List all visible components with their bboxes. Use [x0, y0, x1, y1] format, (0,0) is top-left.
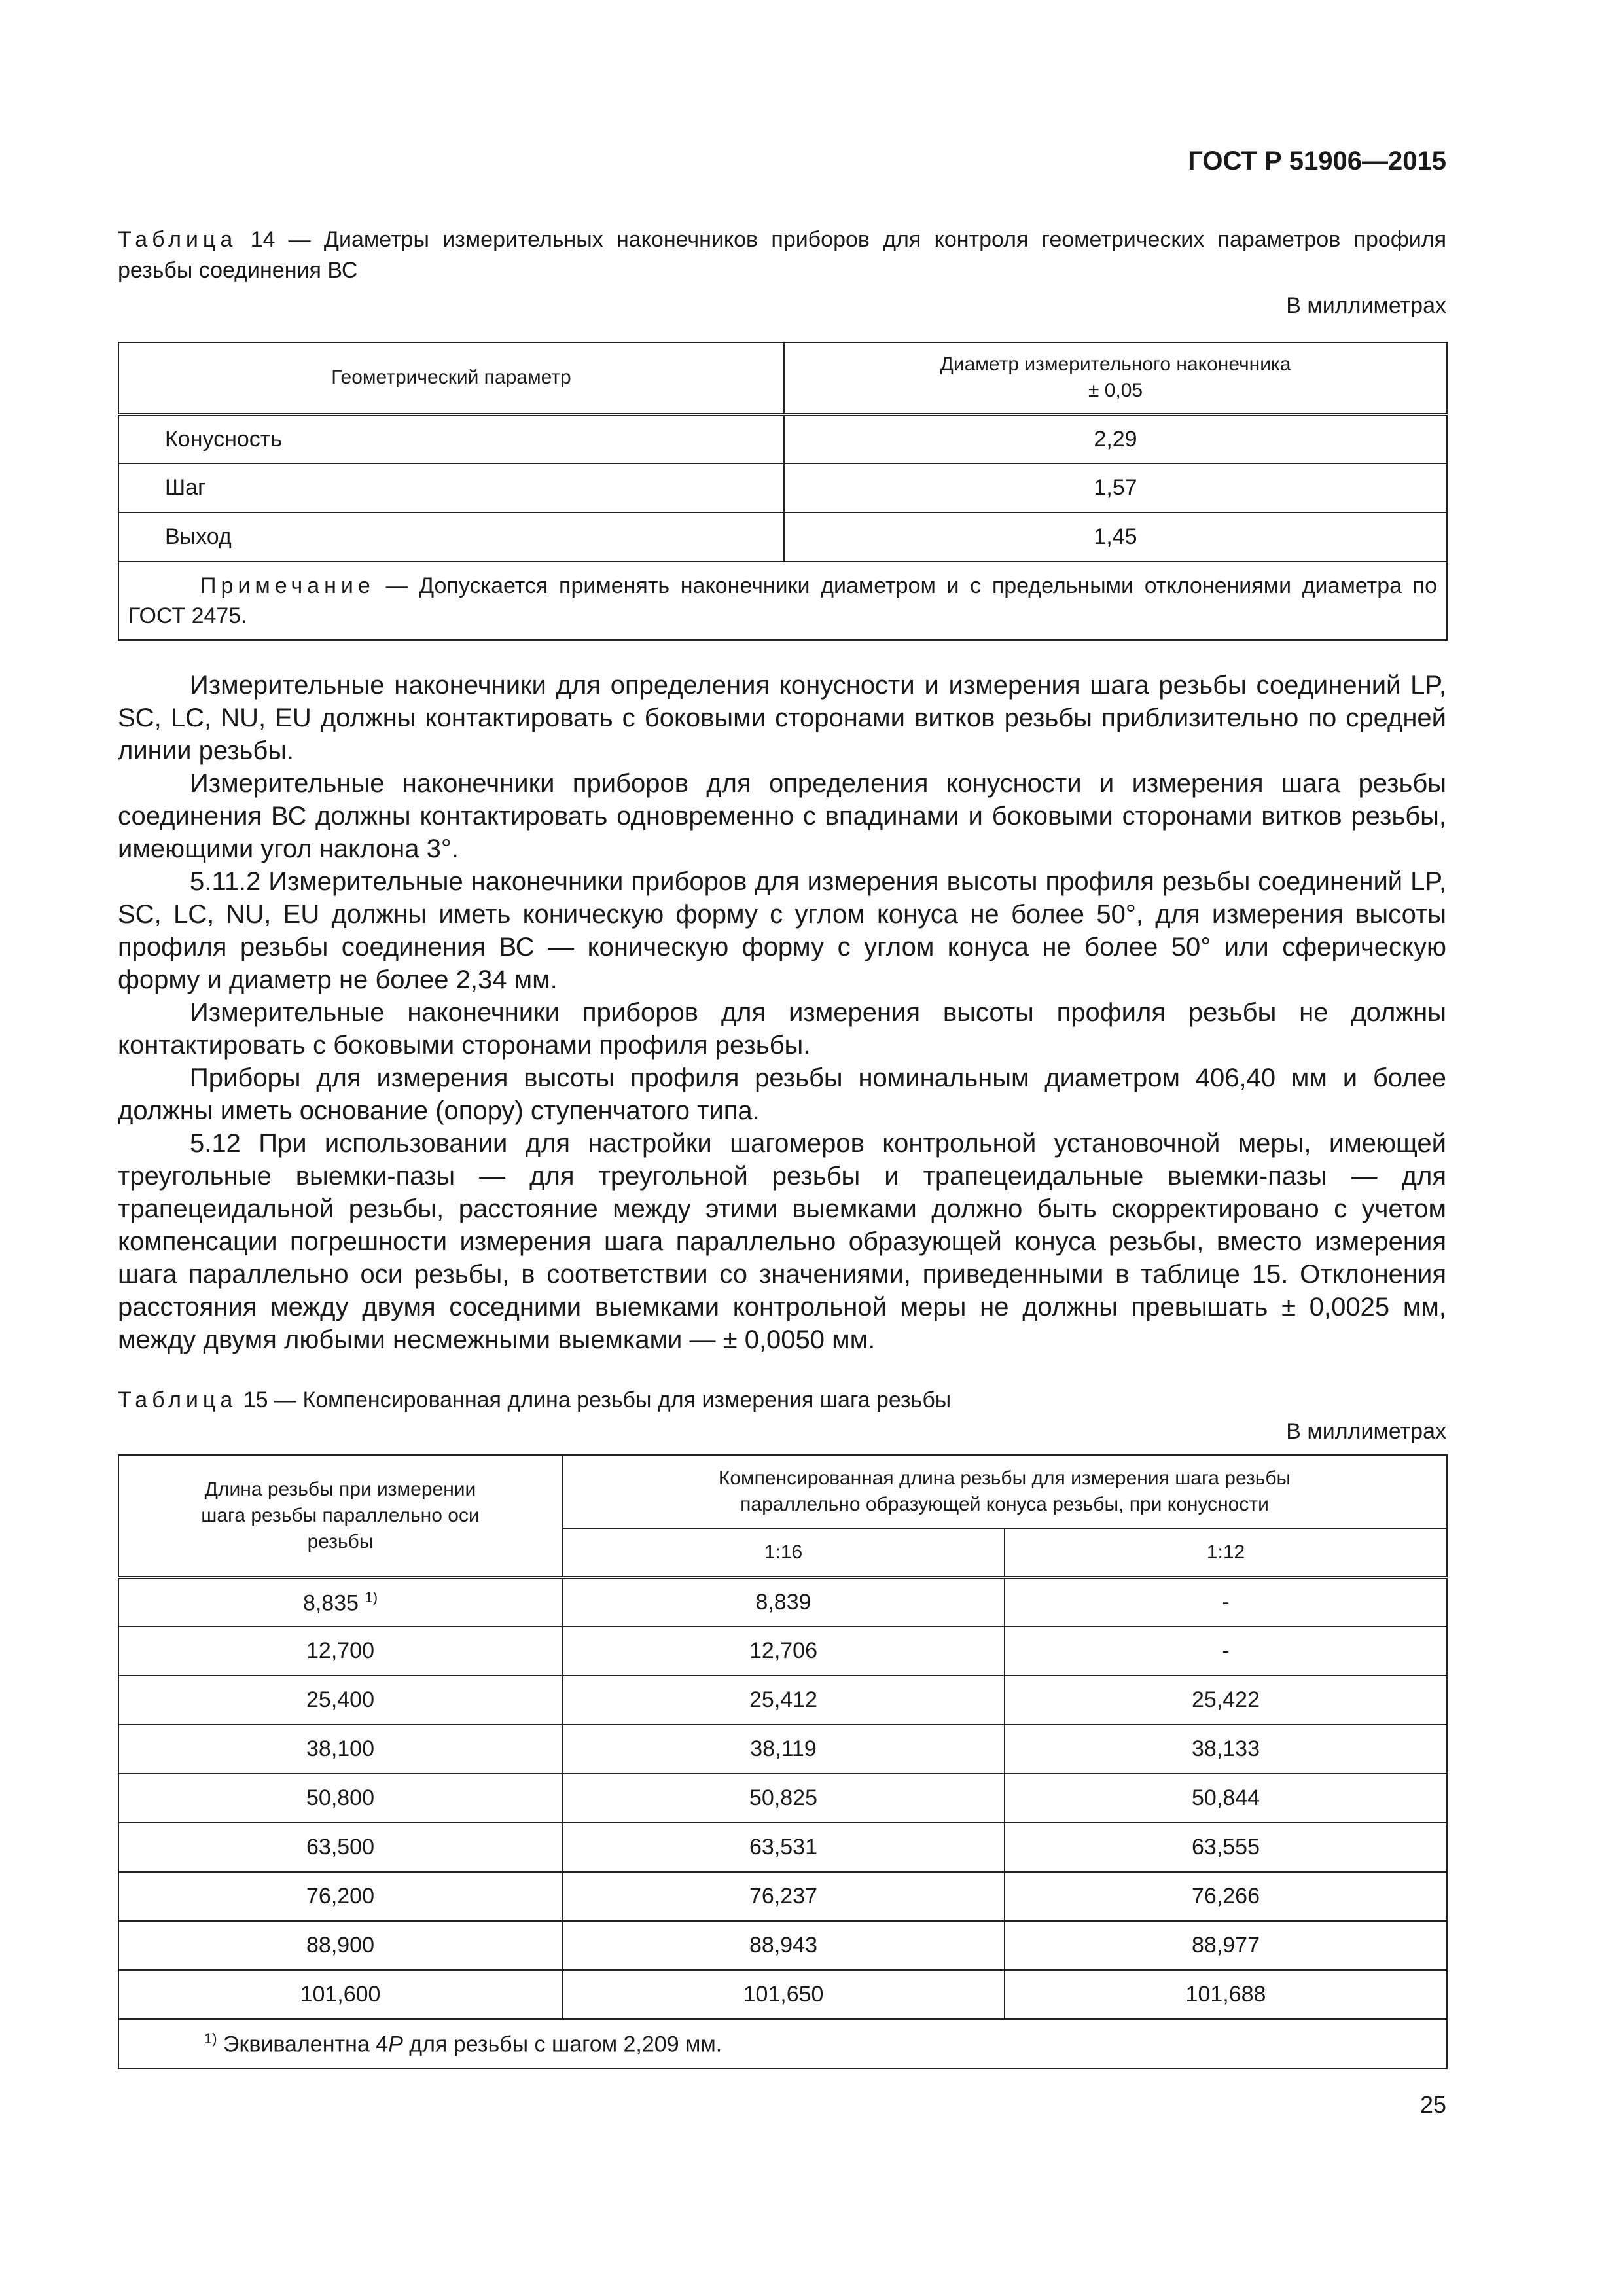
table14-value: 2,29 [784, 414, 1447, 463]
table14-param: Шаг [118, 463, 784, 512]
footnote-text: Эквивалентна 4 [217, 2032, 389, 2057]
body-paragraph: 5.12 При использовании для настройки шагомеров контрольной установочной меры, имеющей треугольные выемки-пазы — для треугольной резьбы и трапецеидальные выемки-пазы — для трапецеидальной резьбы, расстояние между этими выемками должно быть скорректировано с учетом компенсации погрешности измерения шага параллельно образующей конуса резьбы, вместо измерения шага параллельно оси резьбы, в соответствии со значениями, приведенными в таблице 15. Отклонения расстояния между двумя соседними выемками контрольной меры не должны превышать ± 0,0025 мм, между двумя любыми несмежными выемками — ± 0,0050 мм. [118, 1129, 1446, 1354]
table15-value-1-16: 38,119 [562, 1725, 1005, 1774]
table15-value-1-16: 76,237 [562, 1872, 1005, 1921]
table14-note-label: Примечание [200, 573, 375, 598]
table15-length [118, 1577, 562, 1626]
body-paragraph: Измерительные наконечники для определения конусности и измерения шага резьбы соединений LP, SC, LC, NU, EU должны контактировать с боковыми сторонами витков резьбы приблизительно по средней линии резьбы. [118, 671, 1446, 765]
table15-value-1-16: 8,839 [562, 1577, 1005, 1626]
footnote-text-end: для резьбы с шагом 2,209 мм. [402, 2032, 722, 2057]
table15-footnote-row [118, 2019, 1447, 2068]
table-row [118, 1823, 1447, 1872]
table15-length: 63,500 [118, 1823, 562, 1872]
table15-value-1-16: 101,650 [562, 1970, 1005, 2019]
table15-footnote [118, 2019, 1447, 2068]
table15-value-1-12: 25,422 [1005, 1676, 1447, 1725]
body-text [118, 669, 1446, 1356]
page-number: 25 [1419, 2091, 1446, 2118]
table14-col2-header-line2: ± 0,05 [1088, 380, 1143, 402]
table15-length: 101,600 [118, 1970, 562, 2019]
table15-value-1-12: 101,688 [1005, 1970, 1447, 2019]
table15-value-1-16: 12,706 [562, 1626, 1005, 1676]
table15-value-1-12: - [1005, 1577, 1447, 1626]
table15-caption [118, 1385, 1446, 1416]
table15-caption-text: 15 — Компенсированная длина резьбы для измерения шага резьбы [237, 1388, 952, 1412]
table15-value-1-12: - [1005, 1626, 1447, 1676]
table14-param: Конусность [118, 414, 784, 463]
footnote-mark: 1) [365, 1588, 378, 1605]
table15-length: 38,100 [118, 1725, 562, 1774]
document-id: ГОСТ Р 51906—2015 [1188, 147, 1446, 175]
table14-col2-header-line1: Диаметр измерительного наконечника [940, 353, 1291, 376]
table15-length: 50,800 [118, 1774, 562, 1823]
table15-length: 76,200 [118, 1872, 562, 1921]
table14-units: В миллиметрах [1286, 293, 1446, 318]
table14-note-text: — Допускается применять наконечники диаметром и с предельными отклонениями диаметра по ГОСТ 2475. [128, 573, 1437, 628]
table14-note-row [118, 562, 1447, 640]
table15-length: 12,700 [118, 1626, 562, 1676]
table-row [118, 512, 1447, 562]
table14-caption [118, 224, 1446, 286]
table-row [118, 1725, 1447, 1774]
table15-group-header: Компенсированная длина резьбы для измерения шага резьбы параллельно образующей конуса резьбы, при конусности [562, 1455, 1447, 1528]
table15-units: В миллиметрах [1286, 1419, 1446, 1444]
table-row [118, 1626, 1447, 1676]
table-row [118, 1921, 1447, 1970]
table15-value-1-12: 88,977 [1005, 1921, 1447, 1970]
body-paragraph: Измерительные наконечники приборов для измерения высоты профиля резьбы не должны контактировать с боковыми сторонами профиля резьбы. [118, 998, 1446, 1060]
table15 [118, 1454, 1448, 2069]
table15-length: 25,400 [118, 1676, 562, 1725]
table14-param: Выход [118, 512, 784, 562]
table14-value: 1,57 [784, 463, 1447, 512]
table-row [118, 1774, 1447, 1823]
table15-value-1-12: 63,555 [1005, 1823, 1447, 1872]
table-row [118, 1970, 1447, 2019]
table15-subheader-1-16: 1:16 [562, 1528, 1005, 1577]
table14-label: Таблица [118, 227, 238, 252]
table14-col1-header: Геометрический параметр [118, 342, 784, 414]
table15-label: Таблица [118, 1388, 238, 1412]
body-paragraph: 5.11.2 Измерительные наконечники приборов для измерения высоты профиля резьбы соединений LP, SC, LC, NU, EU должны иметь коническую форму с углом конуса не более 50°, для измерения высоты профиля резьбы соединения ВС — коническую форму с углом конуса не более 50° или сферическую форму и диаметр не более 2,34 мм. [118, 867, 1446, 994]
table15-value-1-16: 88,943 [562, 1921, 1005, 1970]
table15-col1-header: Длина резьбы при измерении шага резьбы параллельно оси резьбы [118, 1455, 562, 1577]
table14-col2-header [784, 342, 1447, 414]
table14-caption-text: 14 — Диаметры измерительных наконечников приборов для контроля геометрических параметров профиля резьбы соединения ВС [118, 227, 1446, 283]
table15-value-1-16: 63,531 [562, 1823, 1005, 1872]
footnote-variable: P [388, 2032, 403, 2057]
table15-value-1-12: 38,133 [1005, 1725, 1447, 1774]
table14-header-row [118, 342, 1447, 414]
table-row [118, 463, 1447, 512]
table15-value-1-12: 50,844 [1005, 1774, 1447, 1823]
table15-length-value: 8,835 [302, 1590, 359, 1615]
table14 [118, 342, 1448, 641]
table-row [118, 1577, 1447, 1626]
table-row [118, 414, 1447, 463]
table15-length: 88,900 [118, 1921, 562, 1970]
body-paragraph: Приборы для измерения высоты профиля резьбы номинальным диаметром 406,40 мм и более должны иметь основание (опору) ступенчатого типа. [118, 1064, 1446, 1125]
table15-value-1-12: 76,266 [1005, 1872, 1447, 1921]
table14-value: 1,45 [784, 512, 1447, 562]
table15-header-row [118, 1455, 1447, 1528]
table15-value-1-16: 25,412 [562, 1676, 1005, 1725]
table14-note [118, 562, 1447, 640]
table-row [118, 1676, 1447, 1725]
table15-subheader-1-12: 1:12 [1005, 1528, 1447, 1577]
footnote-mark: 1) [204, 2030, 217, 2047]
table-row [118, 1872, 1447, 1921]
body-paragraph: Измерительные наконечники приборов для определения конусности и измерения шага резьбы соединения ВС должны контактировать одновременно с впадинами и боковыми сторонами витков резьбы, имеющими угол наклона 3°. [118, 769, 1446, 863]
table15-value-1-16: 50,825 [562, 1774, 1005, 1823]
